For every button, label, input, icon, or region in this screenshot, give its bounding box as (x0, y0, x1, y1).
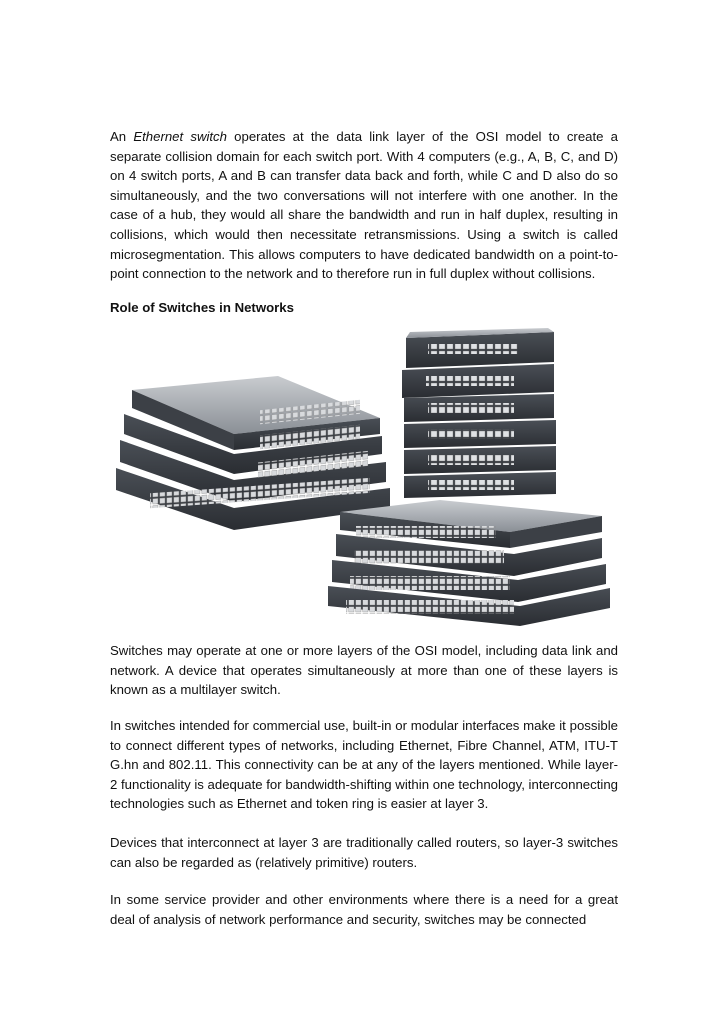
right-large-switch-stack (328, 500, 610, 626)
paragraph-commercial-use: In switches intended for commercial use, built-in or modular interfaces make it possible to connect different types of networks, including Ethernet, Fibre Channel, ATM, ITU-T G.hn and 802.11. This connectivity can be at any of the layers mentioned. While layer-2 functionality is adequate for bandwidth-shifting within one technology, interconnecting technologies such as Ethernet and token ring is easier at layer 3. (110, 718, 618, 812)
paragraph-service-provider: In some service provider and other environments where there is a need for a great deal of analysis of network performance and security, switches may be connected (110, 892, 618, 927)
paragraph-lead: An (110, 129, 134, 144)
ethernet-switch-term: Ethernet switch (133, 129, 227, 144)
section-heading: Role of Switches in Networks (110, 300, 294, 315)
network-switches-image (110, 326, 618, 626)
paragraph-ethernet-switch (110, 127, 618, 284)
switches-figure (110, 326, 618, 626)
right-small-switch-stack (402, 328, 556, 498)
left-switch-stack (116, 376, 390, 530)
paragraph-layer3-routers: Devices that interconnect at layer 3 are traditionally called routers, so layer-3 switches can also be regarded as (relatively primitive) routers. (110, 835, 618, 870)
paragraph-rest: operates at the data link layer of the OSI model to create a separate collision domain for each switch port. With 4 computers (e.g., A, B, C, and D) on 4 switch ports, A and B can transfer data back and forth, while C and D also do so simultaneously, and the two conversations will not interfere with one another. In the case of a hub, they would all share the bandwidth and run in half duplex, resulting in collisions, which would then necessitate retransmissions. Using a switch is called microsegmentation. This allows computers to have dedicated bandwidth on a point-to-point connection to the network and to therefore run in full duplex without collisions. (110, 129, 619, 282)
paragraph-multilayer: Switches may operate at one or more layers of the OSI model, including data link and network. A device that operates simultaneously at more than one of these layers is known as a multilayer switch. (110, 643, 618, 698)
